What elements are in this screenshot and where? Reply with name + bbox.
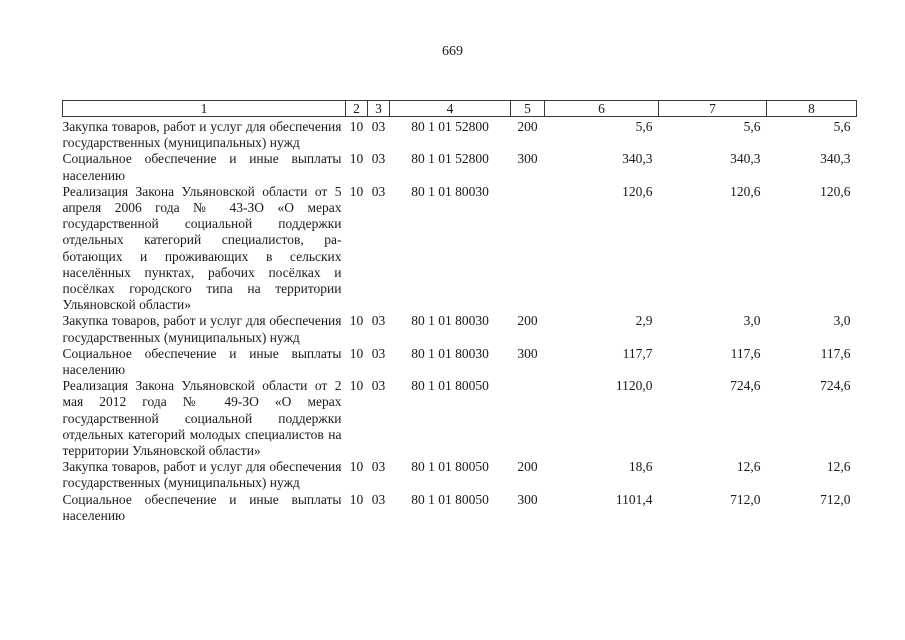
row-name: Социальное обеспечение и иные выплаты населению <box>62 491 342 523</box>
column-header: 6 <box>545 101 659 117</box>
table-row <box>63 378 857 459</box>
column-header: 5 <box>511 101 545 117</box>
row-name: Социальное обеспечение и иные выплаты населению <box>62 345 342 378</box>
row-amount-year2: 120,6 <box>730 183 761 199</box>
row-name: Закупка товаров, работ и услуг для обеспечения государственных (муниципальных) нужд <box>62 313 342 345</box>
row-expense-type: 300 <box>517 345 538 361</box>
row-target-code: 80 1 01 80050 <box>411 378 489 394</box>
row-amount-year3: 12,6 <box>826 459 851 475</box>
column-header: 3 <box>368 101 390 117</box>
row-expense-type: 200 <box>517 119 538 134</box>
row-name: Реализация Закона Ульяновской области от 2 мая 2012 года № 49-ЗО «О мерах государственной социальной поддержки отдельных категорий молодых специалистов на территории Ульяновской области» <box>62 378 342 459</box>
row-amount-year3: 340,3 <box>820 151 851 167</box>
row-section: 10 <box>349 151 364 167</box>
row-subsection: 03 <box>371 183 386 199</box>
row-amount-year3: 712,0 <box>820 491 851 507</box>
row-amount-year1: 117,7 <box>622 345 653 361</box>
table-row <box>63 492 857 524</box>
row-amount-year1: 1120,0 <box>615 378 653 394</box>
row-amount-year3: 3,0 <box>833 313 851 329</box>
column-header: 4 <box>390 101 511 117</box>
row-amount-year1: 2,9 <box>635 313 653 329</box>
row-amount-year3: 724,6 <box>820 378 851 394</box>
row-expense-type: 200 <box>517 459 538 475</box>
row-expense-type: 200 <box>517 313 538 329</box>
row-amount-year3: 120,6 <box>820 183 851 199</box>
row-amount-year1: 18,6 <box>628 459 653 475</box>
row-subsection: 03 <box>371 491 386 507</box>
row-section: 10 <box>349 459 364 475</box>
row-amount-year2: 5,6 <box>743 119 761 134</box>
row-target-code: 80 1 01 80050 <box>411 491 489 507</box>
row-name: Закупка товаров, работ и услуг для обеспечения государственных (муниципальных) нужд <box>62 119 342 151</box>
row-target-code: 80 1 01 52800 <box>411 151 489 167</box>
row-expense-type: 300 <box>517 151 538 167</box>
table-row <box>63 346 857 378</box>
row-subsection: 03 <box>371 459 386 475</box>
row-amount-year1: 1101,4 <box>615 491 653 507</box>
row-subsection: 03 <box>371 378 386 394</box>
row-name: Социальное обеспечение и иные выплаты населению <box>62 151 342 183</box>
row-amount-year2: 340,3 <box>730 151 761 167</box>
row-section: 10 <box>349 119 364 134</box>
row-amount-year2: 3,0 <box>743 313 761 329</box>
row-subsection: 03 <box>371 151 386 167</box>
row-target-code: 80 1 01 52800 <box>411 119 489 134</box>
row-subsection: 03 <box>371 119 386 134</box>
table-row <box>63 184 857 314</box>
column-header: 2 <box>346 101 368 117</box>
row-section: 10 <box>349 345 364 361</box>
row-name: Реализация Закона Ульяновской области от 5 апреля 2006 года № 43-ЗО «О мерах государственной социальной поддержки отдельных категорий специалистов, работающих и проживающих в сельских населённых пунктах, рабочих посёлках и посёлках городского типа на территории Ульяновской области» <box>62 183 342 313</box>
column-header: 8 <box>767 101 857 117</box>
row-amount-year3: 117,6 <box>820 345 851 361</box>
table-row <box>63 459 857 491</box>
row-amount-year1: 340,3 <box>622 151 653 167</box>
table-row <box>63 151 857 183</box>
row-amount-year2: 724,6 <box>730 378 761 394</box>
row-amount-year1: 5,6 <box>635 119 653 134</box>
row-expense-type <box>511 378 545 459</box>
table-row <box>63 117 857 152</box>
row-expense-type <box>511 184 545 314</box>
row-section: 10 <box>349 491 364 507</box>
table-row <box>63 313 857 345</box>
row-expense-type: 300 <box>517 491 538 507</box>
row-target-code: 80 1 01 80050 <box>411 459 489 475</box>
column-header: 1 <box>63 101 346 117</box>
row-amount-year2: 712,0 <box>730 491 761 507</box>
row-section: 10 <box>349 183 364 199</box>
row-amount-year2: 117,6 <box>730 345 761 361</box>
page-number: 669 <box>442 44 463 59</box>
row-amount-year2: 12,6 <box>736 459 761 475</box>
column-header: 7 <box>659 101 767 117</box>
column-number-row <box>63 101 857 117</box>
row-target-code: 80 1 01 80030 <box>411 183 489 199</box>
row-target-code: 80 1 01 80030 <box>411 313 489 329</box>
row-section: 10 <box>349 313 364 329</box>
row-subsection: 03 <box>371 345 386 361</box>
row-subsection: 03 <box>371 313 386 329</box>
row-section: 10 <box>349 378 364 394</box>
budget-table <box>62 100 857 524</box>
row-amount-year3: 5,6 <box>833 119 851 134</box>
row-target-code: 80 1 01 80030 <box>411 345 489 361</box>
row-amount-year1: 120,6 <box>622 183 653 199</box>
row-name: Закупка товаров, работ и услуг для обеспечения государственных (муниципальных) нужд <box>62 459 342 491</box>
